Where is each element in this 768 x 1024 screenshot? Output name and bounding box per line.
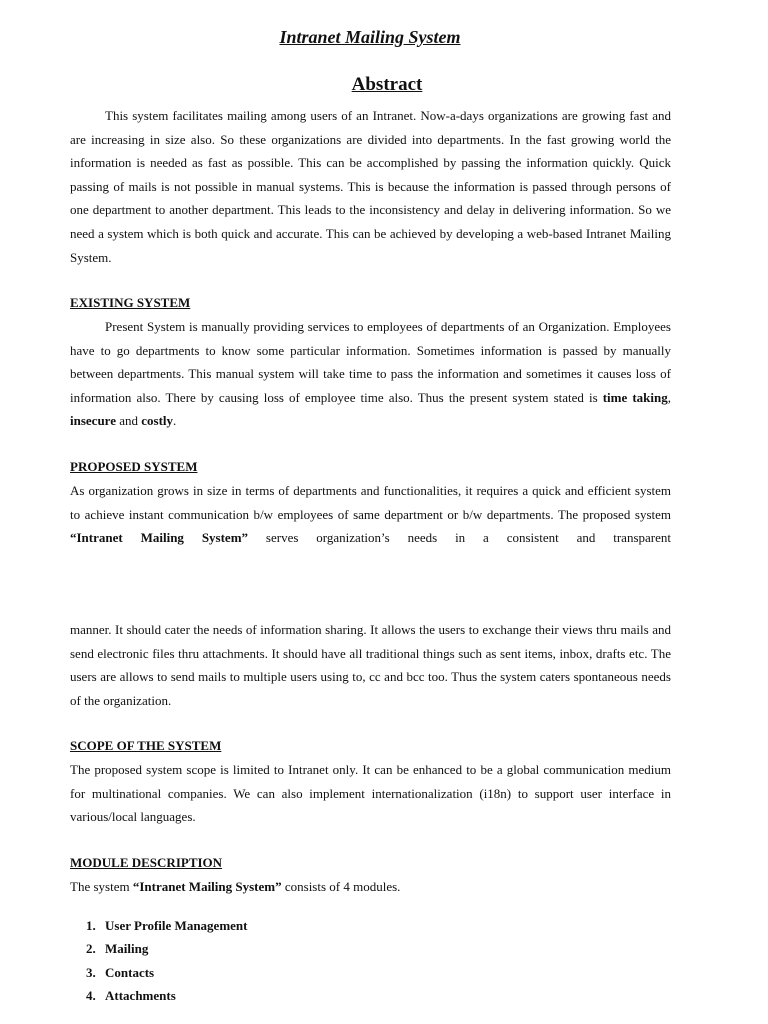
module-intro <box>70 875 671 899</box>
module-intro-prefix: The system <box>70 879 133 894</box>
proposed-system-paragraph-2: manner. It should cater the needs of information sharing. It allows the users to exchange their views thru mails and send electronic files thru attachments. It should have all traditional things such as sent items, inbox, drafts etc. The users are allows to send mails to multiple users using to, cc and bcc too. Thus the system caters spontaneous needs of the organization. <box>70 622 671 708</box>
list-item <box>86 937 247 960</box>
proposed-system-text-end: serves organization’s needs in a consistent and transparent <box>248 530 671 546</box>
list-item-label: Attachments <box>105 987 176 1003</box>
existing-system-text: Present System is manually providing services to employees of departments of an Organization. Employees have to go departments to know some particular information. Sometimes information is passed by manually between departments. This manual system will take time to pass the information and sometimes it causes loss of information also. There by causing loss of employee time also. Thus the present system stated is <box>70 319 671 405</box>
keyword-time-taking: time taking <box>602 389 668 405</box>
list-item-number: 1. <box>86 918 96 933</box>
list-item-number: 3. <box>86 964 96 980</box>
proposed-system-heading: PROPOSED SYSTEM <box>70 459 198 474</box>
system-name-quoted: “Intranet Mailing System” <box>70 530 249 546</box>
module-list <box>86 914 247 1007</box>
proposed-system-text: As organization grows in size in terms of departments and functionalities, it requires a quick and efficient system to achieve instant communication b/w employees of same department or b/w departments. The proposed system <box>70 483 671 522</box>
proposed-system-paragraph-1 <box>70 479 671 550</box>
period: . <box>173 413 177 429</box>
list-item <box>86 984 247 1007</box>
keyword-costly: costly <box>141 413 174 429</box>
separator: and <box>115 413 142 429</box>
scope-paragraph: The proposed system scope is limited to Intranet only. It can be enhanced to be a global communication medium for multinational companies. We can also implement internationalization (i18n) to support user interface in various/local languages. <box>70 762 671 825</box>
list-item-number: 2. <box>86 941 96 957</box>
existing-system-heading: EXISTING SYSTEM <box>70 295 191 310</box>
list-item <box>86 914 247 937</box>
document-title: Intranet Mailing System <box>279 27 461 47</box>
abstract-paragraph: This system facilitates mailing among users of an Intranet. Now-a-days organizations are growing fast and are increasing in size also. So these organizations are divided into departments. In the fast growing world the information is needed as fast as possible. This can be accomplished by passing the information quickly. Quick passing of mails is not possible in manual systems. This is because the information is passed through persons of one department to another department. This leads to the inconsistency and delay in delivering information. So we need a system which is both quick and accurate. This can be achieved by developing a web-based Intranet Mailing System. <box>70 108 671 265</box>
module-description-heading: MODULE DESCRIPTION <box>70 855 223 870</box>
keyword-insecure: insecure <box>70 413 116 429</box>
module-intro-system-name: “Intranet Mailing System” <box>132 879 282 894</box>
abstract-heading: Abstract <box>351 74 423 95</box>
separator: , <box>667 389 671 405</box>
module-intro-suffix: consists of 4 modules. <box>281 879 401 894</box>
list-item-label: Mailing <box>105 941 149 957</box>
list-item-label: Contacts <box>105 964 155 980</box>
existing-system-paragraph <box>70 315 671 433</box>
scope-heading: SCOPE OF THE SYSTEM <box>70 738 222 753</box>
list-item-number: 4. <box>86 987 96 1003</box>
list-item <box>86 961 247 984</box>
list-item-label: User Profile Management <box>105 918 248 933</box>
